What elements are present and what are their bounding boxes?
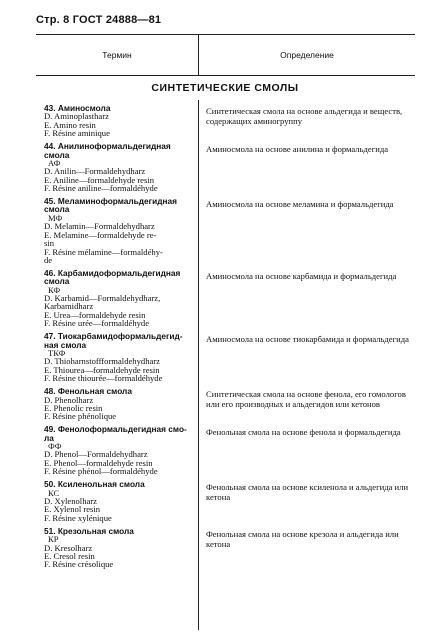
- term-line: F. Résine thiourée—formaldéhyde: [44, 373, 163, 384]
- term-title: 51. Крезольная смола: [44, 525, 134, 536]
- term-entry: [44, 142, 198, 192]
- term-line: E. Amino resin: [44, 119, 96, 130]
- term-line: de: [44, 254, 53, 265]
- term-line: смола: [44, 276, 70, 287]
- term-entry: [44, 425, 198, 475]
- term-title: 45. Меламиноформальдегидная: [44, 196, 177, 207]
- term-line: ная смола: [44, 339, 87, 350]
- term-title: 47. Тиокарбамидоформальдегид-: [44, 331, 183, 342]
- term-entry: [44, 269, 198, 328]
- term-entry: [44, 387, 198, 421]
- term-line: D. Karbamid—Formaldehydharz,: [44, 293, 161, 304]
- term-line: E. Phenol—formaldehyde resin: [44, 457, 153, 468]
- term-title: 46. Карбамидоформальдегидная: [44, 267, 181, 278]
- term-line: АФ: [48, 157, 61, 168]
- section-title: СИНТЕТИЧЕСКИЕ СМОЛЫ: [151, 82, 299, 94]
- term-line: F. Résine phénol—formaldéhyde: [44, 466, 158, 477]
- term-title: 48. Фенольная смола: [44, 386, 132, 397]
- term-line: D. Melamin—Formaldehydharz: [44, 221, 155, 232]
- column-header-definition: Определение: [198, 34, 415, 76]
- definition-text: Синтетическая смола на основе фенола, его гомологов или его производных и альдегидов или кетонов: [206, 389, 406, 410]
- term-line: D. Aminoplastharz: [44, 111, 109, 122]
- term-line: ТКФ: [48, 347, 66, 358]
- term-line: sin: [44, 238, 55, 249]
- term-entry: [44, 480, 198, 522]
- column-divider: [198, 100, 199, 630]
- term-title: 50. Ксиленольная смола: [44, 479, 145, 490]
- term-line: F. Résine aniline—formaldéhyde: [44, 183, 158, 194]
- term-line: F. Résine aminique: [44, 128, 110, 139]
- term-title: 43. Аминосмола: [44, 103, 111, 113]
- term-line: КР: [48, 534, 59, 545]
- term-line: D. Phenol—Formaldehydharz: [44, 449, 148, 460]
- term-entry: [44, 104, 198, 138]
- definition-text: Аминосмола на основе карбамида и формальдегида: [206, 271, 397, 281]
- definition-text: Аминосмола на основе анилина и формальдегида: [206, 144, 389, 154]
- definition-text: Аминосмола на основе меламина и формальдегида: [206, 199, 394, 209]
- term-line: ФФ: [48, 441, 62, 452]
- definition-text: Фенольная смола на основе крезола и альдегида или кетона: [206, 529, 399, 550]
- page-header: Стр. 8 ГОСТ 24888—81: [36, 14, 162, 26]
- term-line: D. Xylenolharz: [44, 495, 97, 506]
- term-entry: [44, 197, 198, 264]
- column-header-term: Термин: [36, 34, 198, 76]
- term-line: F. Résine xylénique: [44, 512, 112, 523]
- definition-text: Синтетическая смола на основе альдегида и веществ, содержащих аминогруппу: [206, 106, 403, 127]
- term-entry: [44, 527, 198, 569]
- term-line: D. Phenolharz: [44, 394, 94, 405]
- term-line: E. Aniline—formaldehyde resin: [44, 174, 155, 185]
- term-title: 44. Анилиноформальдегидная: [44, 141, 171, 152]
- term-line: F. Résine urée—formaldéhyde: [44, 318, 150, 329]
- definition-text: Аминосмола на основе тиокарбамида и формальдегида: [206, 334, 409, 344]
- term-line: D. Anilin—Formaldehydharz: [44, 166, 146, 177]
- term-line: F. Résine crésolique: [44, 559, 114, 570]
- term-line: F. Résine mélamine—formaldéhy-: [44, 246, 163, 257]
- terms-table: [36, 34, 414, 634]
- term-line: D. Kresolharz: [44, 542, 93, 553]
- term-line: E. Cresol resin: [44, 550, 95, 561]
- term-entry: [44, 332, 198, 382]
- term-line: КС: [48, 487, 60, 498]
- term-line: смола: [44, 204, 70, 215]
- term-line: КФ: [48, 284, 61, 295]
- term-line: ла: [44, 432, 54, 443]
- definition-text: Фенольная смола на основе фенола и формальдегида: [206, 427, 401, 437]
- term-line: E. Xylenol resin: [44, 504, 101, 515]
- terms-column: [44, 104, 198, 573]
- term-title: 49. Фенолоформальдегидная смо-: [44, 424, 187, 435]
- term-line: E. Thiourea—formaldehyde resin: [44, 364, 160, 375]
- term-line: МФ: [48, 212, 63, 223]
- term-line: D. Thioharnstoffformaldehydharz: [44, 356, 160, 367]
- term-line: E. Phenolic resin: [44, 402, 103, 413]
- term-line: Karbamidharz: [44, 301, 94, 312]
- term-line: E. Urea—formaldehyde resin: [44, 309, 146, 320]
- definition-text: Фенольная смола на основе ксиленола и альдегида или кетона: [206, 482, 409, 503]
- term-line: E. Melamine—formaldehyde re-: [44, 229, 157, 240]
- term-line: смола: [44, 149, 70, 160]
- term-line: F. Résine phénolique: [44, 411, 117, 422]
